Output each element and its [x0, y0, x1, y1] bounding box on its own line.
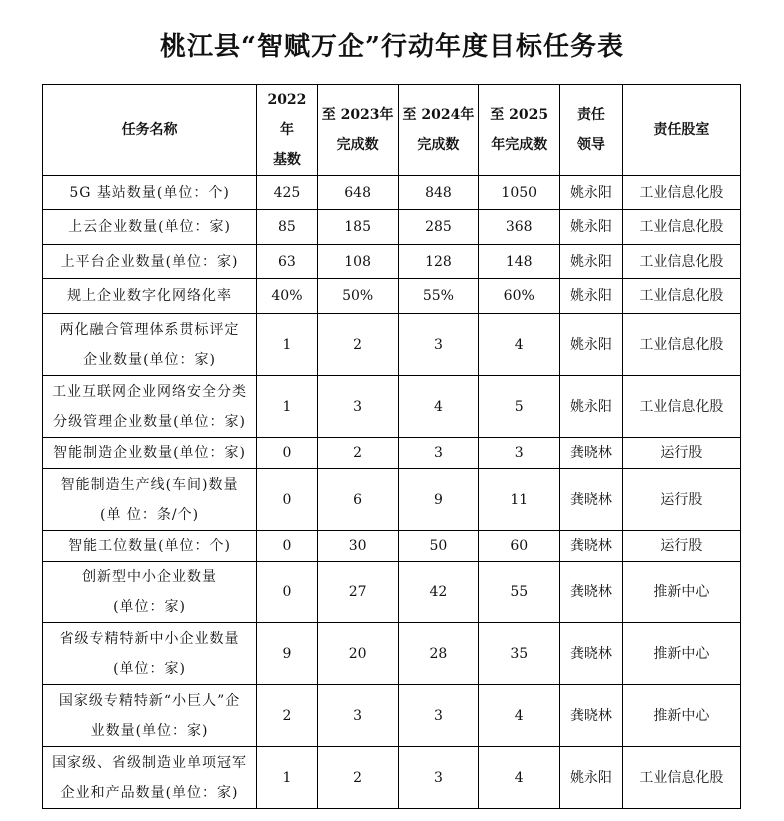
done-2023-cell: 20 [317, 623, 398, 685]
done-2025-cell: 4 [479, 685, 560, 747]
table-row [43, 376, 741, 438]
done-2025-cell: 1050 [479, 176, 560, 210]
done-2023-cell: 6 [317, 469, 398, 531]
task-name-cell [43, 562, 257, 623]
department-cell: 工业信息化股 [622, 245, 740, 279]
department-cell: 运行股 [622, 469, 740, 531]
done-2025-cell: 3 [479, 438, 560, 469]
done-2024-cell: 28 [398, 623, 479, 685]
done-2023-cell: 3 [317, 685, 398, 747]
task-name-line: 企业数量(单位：家) [83, 351, 217, 368]
task-name-cell [43, 438, 257, 469]
department-cell: 工业信息化股 [622, 747, 740, 809]
task-name-line: 上平台企业数量(单位：家) [60, 253, 239, 270]
base-2022-cell: 63 [257, 245, 318, 279]
task-name-line: 智能制造生产线(车间)数量 [60, 476, 239, 493]
department-cell: 工业信息化股 [622, 314, 740, 376]
done-2025-cell: 35 [479, 623, 560, 685]
leader-cell: 姚永阳 [560, 210, 623, 245]
task-name-line: 业数量(单位：家) [90, 722, 209, 739]
task-name-line: 国家级专精特新“小巨人”企 [58, 692, 241, 709]
task-name-line: 智能工位数量(单位：个) [68, 538, 232, 554]
department-cell: 工业信息化股 [622, 376, 740, 438]
table-row [43, 747, 741, 809]
task-name-line: 分级管理企业数量(单位：家) [53, 413, 247, 430]
leader-cell: 姚永阳 [560, 376, 623, 438]
task-name-line: 上云企业数量(单位：家) [68, 219, 232, 235]
leader-cell: 龚晓林 [560, 438, 623, 469]
done-2024-cell: 285 [398, 210, 479, 245]
task-name-line: (单 位：条/个) [100, 506, 200, 523]
done-2025-cell: 60 [479, 531, 560, 562]
done-2023-cell: 2 [317, 747, 398, 809]
task-name-cell [43, 469, 257, 531]
leader-cell: 姚永阳 [560, 176, 623, 210]
done-2023-cell: 27 [317, 562, 398, 623]
base-2022-cell: 2 [257, 685, 318, 747]
done-2023-cell: 648 [317, 176, 398, 210]
done-2024-cell: 3 [398, 314, 479, 376]
done-2025-cell: 368 [479, 210, 560, 245]
task-name-cell [43, 176, 257, 210]
task-name-line: 国家级、省级制造业单项冠军 [52, 754, 248, 771]
done-2025-cell: 60% [479, 279, 560, 314]
table-row [43, 531, 741, 562]
base-2022-cell: 9 [257, 623, 318, 685]
page-title: 桃江县“智赋万企”行动年度目标任务表 [160, 32, 624, 62]
task-name-cell [43, 376, 257, 438]
leader-cell: 龚晓林 [560, 623, 623, 685]
base-2022-cell: 1 [257, 376, 318, 438]
header-task-name: 任务名称 [43, 85, 257, 176]
table-row [43, 469, 741, 531]
leader-cell: 姚永阳 [560, 245, 623, 279]
leader-cell: 龚晓林 [560, 531, 623, 562]
done-2023-cell: 2 [317, 438, 398, 469]
done-2025-cell: 11 [479, 469, 560, 531]
table-row [43, 245, 741, 279]
task-name-cell [43, 279, 257, 314]
task-name-line: (单位：家) [113, 660, 187, 677]
header-2025-done: 至 2025 年完成数 [479, 85, 560, 176]
done-2025-cell: 5 [479, 376, 560, 438]
done-2024-cell: 3 [398, 747, 479, 809]
table-row [43, 210, 741, 245]
leader-cell: 姚永阳 [560, 279, 623, 314]
task-name-cell [43, 685, 257, 747]
done-2023-cell: 2 [317, 314, 398, 376]
done-2023-cell: 30 [317, 531, 398, 562]
header-leader: 责任 领导 [560, 85, 623, 176]
leader-cell: 龚晓林 [560, 562, 623, 623]
department-cell: 工业信息化股 [622, 210, 740, 245]
done-2025-cell: 4 [479, 314, 560, 376]
done-2024-cell: 9 [398, 469, 479, 531]
task-name-line: 工业互联网企业网络安全分类 [52, 383, 248, 400]
leader-cell: 姚永阳 [560, 314, 623, 376]
header-2024-done: 至 2024年 完成数 [398, 85, 479, 176]
base-2022-cell: 1 [257, 314, 318, 376]
task-name-cell [43, 245, 257, 279]
task-name-line: 两化融合管理体系贯标评定 [59, 321, 240, 338]
done-2023-cell: 108 [317, 245, 398, 279]
leader-cell: 龚晓林 [560, 685, 623, 747]
table-row [43, 562, 741, 623]
department-cell: 推新中心 [622, 623, 740, 685]
done-2023-cell: 185 [317, 210, 398, 245]
table-row [43, 176, 741, 210]
base-2022-cell: 1 [257, 747, 318, 809]
base-2022-cell: 425 [257, 176, 318, 210]
department-cell: 推新中心 [622, 685, 740, 747]
task-name-line: 智能制造企业数量(单位：家) [53, 445, 247, 461]
task-name-cell [43, 747, 257, 809]
task-name-line: 规上企业数字化网络化率 [67, 288, 233, 304]
task-name-line: 创新型中小企业数量 [82, 569, 218, 585]
task-name-cell [43, 314, 257, 376]
department-cell: 推新中心 [622, 562, 740, 623]
base-2022-cell: 0 [257, 531, 318, 562]
task-name-cell [43, 210, 257, 245]
base-2022-cell: 85 [257, 210, 318, 245]
table-row [43, 685, 741, 747]
done-2023-cell: 50% [317, 279, 398, 314]
header-2023-done: 至 2023年 完成数 [317, 85, 398, 176]
table-body [43, 176, 741, 809]
header-2022-base: 2022 年 基数 [257, 85, 318, 176]
table-header [43, 85, 741, 176]
base-2022-cell: 40% [257, 279, 318, 314]
done-2024-cell: 128 [398, 245, 479, 279]
done-2025-cell: 55 [479, 562, 560, 623]
department-cell: 工业信息化股 [622, 279, 740, 314]
done-2024-cell: 3 [398, 438, 479, 469]
leader-cell: 姚永阳 [560, 747, 623, 809]
base-2022-cell: 0 [257, 562, 318, 623]
table-row [43, 279, 741, 314]
task-name-cell [43, 623, 257, 685]
table-row [43, 438, 741, 469]
department-cell: 运行股 [622, 438, 740, 469]
done-2024-cell: 42 [398, 562, 479, 623]
task-name-cell [43, 531, 257, 562]
done-2023-cell: 3 [317, 376, 398, 438]
done-2025-cell: 148 [479, 245, 560, 279]
header-department: 责任股室 [622, 85, 740, 176]
department-cell: 工业信息化股 [622, 176, 740, 210]
base-2022-cell: 0 [257, 438, 318, 469]
base-2022-cell: 0 [257, 469, 318, 531]
leader-cell: 龚晓林 [560, 469, 623, 531]
task-name-line: 企业和产品数量(单位：家) [60, 784, 239, 801]
done-2024-cell: 3 [398, 685, 479, 747]
table-row [43, 623, 741, 685]
task-name-line: 5G 基站数量(单位：个) [69, 184, 230, 201]
done-2024-cell: 55% [398, 279, 479, 314]
done-2024-cell: 4 [398, 376, 479, 438]
department-cell: 运行股 [622, 531, 740, 562]
done-2025-cell: 4 [479, 747, 560, 809]
task-name-line: 省级专精特新中小企业数量 [59, 630, 240, 647]
task-name-line: (单位：家) [113, 599, 187, 615]
table-row [43, 314, 741, 376]
task-table [42, 84, 741, 809]
done-2024-cell: 848 [398, 176, 479, 210]
done-2024-cell: 50 [398, 531, 479, 562]
